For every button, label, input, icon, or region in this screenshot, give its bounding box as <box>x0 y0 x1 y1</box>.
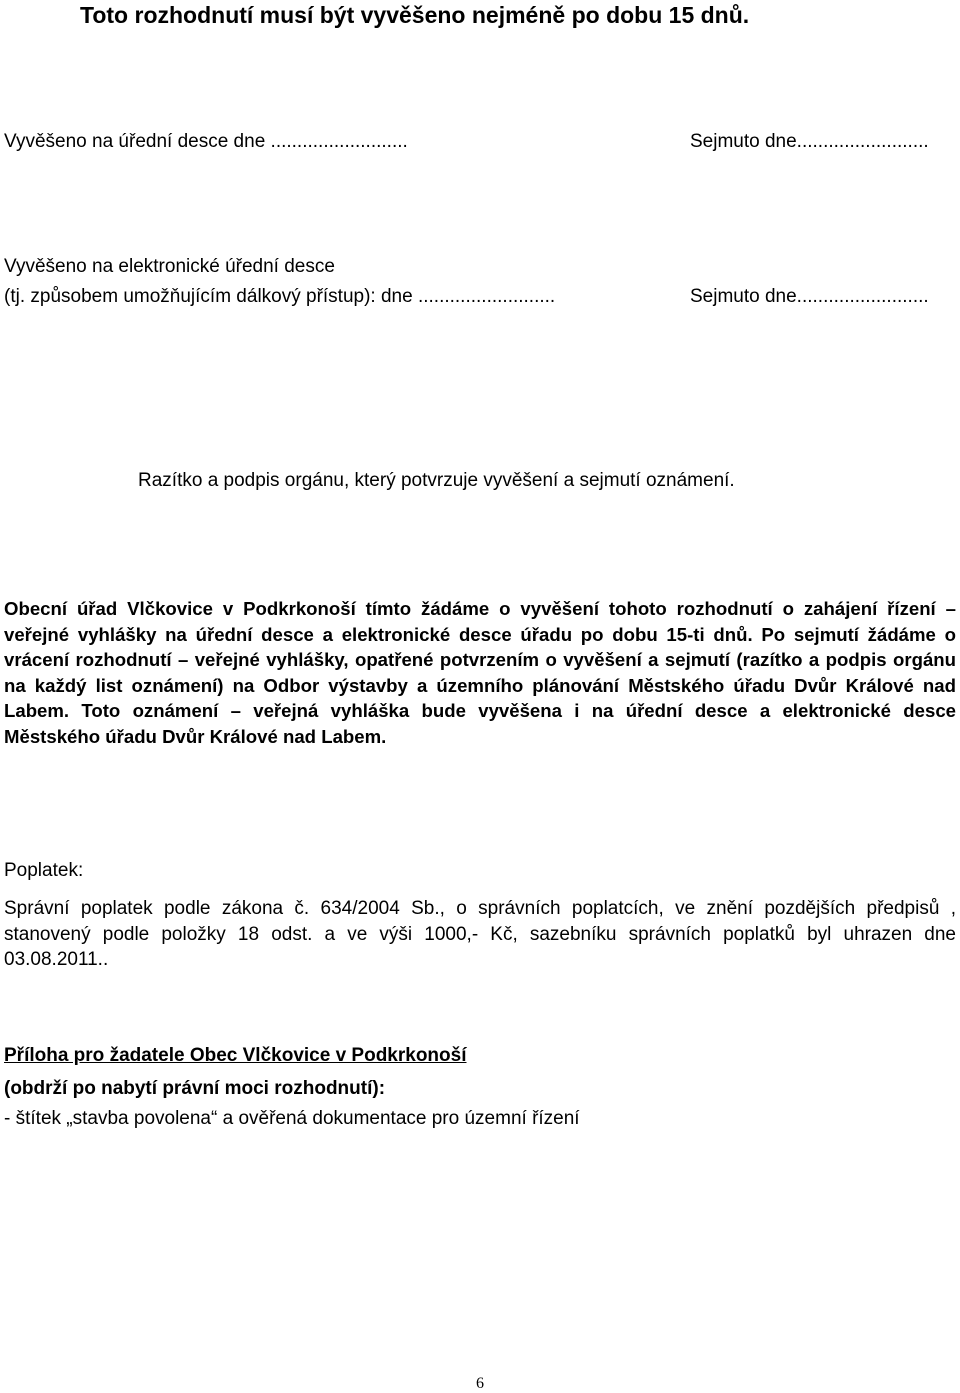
electronic-posted-line-1: Vyvěšeno na elektronické úřední desce <box>4 256 335 277</box>
fee-label: Poplatek: <box>4 860 84 881</box>
electronic-posted-line-2: (tj. způsobem umožňujícím dálkový přístup): dne .......................... <box>4 286 556 307</box>
stamp-caption: Razítko a podpis orgánu, který potvrzuje vyvěšení a sejmutí oznámení. <box>138 470 735 491</box>
request-paragraph: Obecní úřad Vlčkovice v Podkrkonoší tímto žádáme o vyvěšení tohoto rozhodnutí o zahájení řízení – veřejné vyhlášky na úřední desce a elektronické desce úřadu po dobu 15-ti dnů. Po sejmutí žádáme o vrácení rozhodnutí – veřejné vyhlášky, opatřené potvrzením o vyvěšení a sejmutí (razítko a podpis orgánu na každý list oznámení) na Odbor výstavby a územního plánování Městského úřadu Dvůr Králové nad Labem. Toto oznámení – veřejná vyhláška bude vyvěšena i na úřední desce a elektronické desce Městského úřadu Dvůr Králové nad Labem. <box>4 598 956 747</box>
attachment-item: - štítek „stavba povolena“ a ověřená dokumentace pro územní řízení <box>4 1108 580 1129</box>
fee-paragraph: Správní poplatek podle zákona č. 634/2004 Sb., o správních poplatcích, ve znění pozdějších předpisů , stanovený podle položky 18 odst. a ve výši 1000,- Kč, sazebníku správních poplatků byl uhrazen dne 03.08.2011.. <box>4 898 956 970</box>
attachment-title: Příloha pro žadatele Obec Vlčkovice v Podkrkonoší <box>4 1045 467 1066</box>
attachment-subtitle: (obdrží po nabytí právní moci rozhodnutí): <box>4 1078 386 1099</box>
page-number: 6 <box>476 1375 484 1392</box>
board-posted-line: Vyvěšeno na úřední desce dne .......................... <box>4 131 408 152</box>
electronic-removed-line: Sejmuto dne......................... <box>690 286 929 307</box>
page-heading: Toto rozhodnutí musí být vyvěšeno nejméně po dobu 15 dnů. <box>80 2 750 28</box>
board-removed-line: Sejmuto dne......................... <box>690 131 929 152</box>
